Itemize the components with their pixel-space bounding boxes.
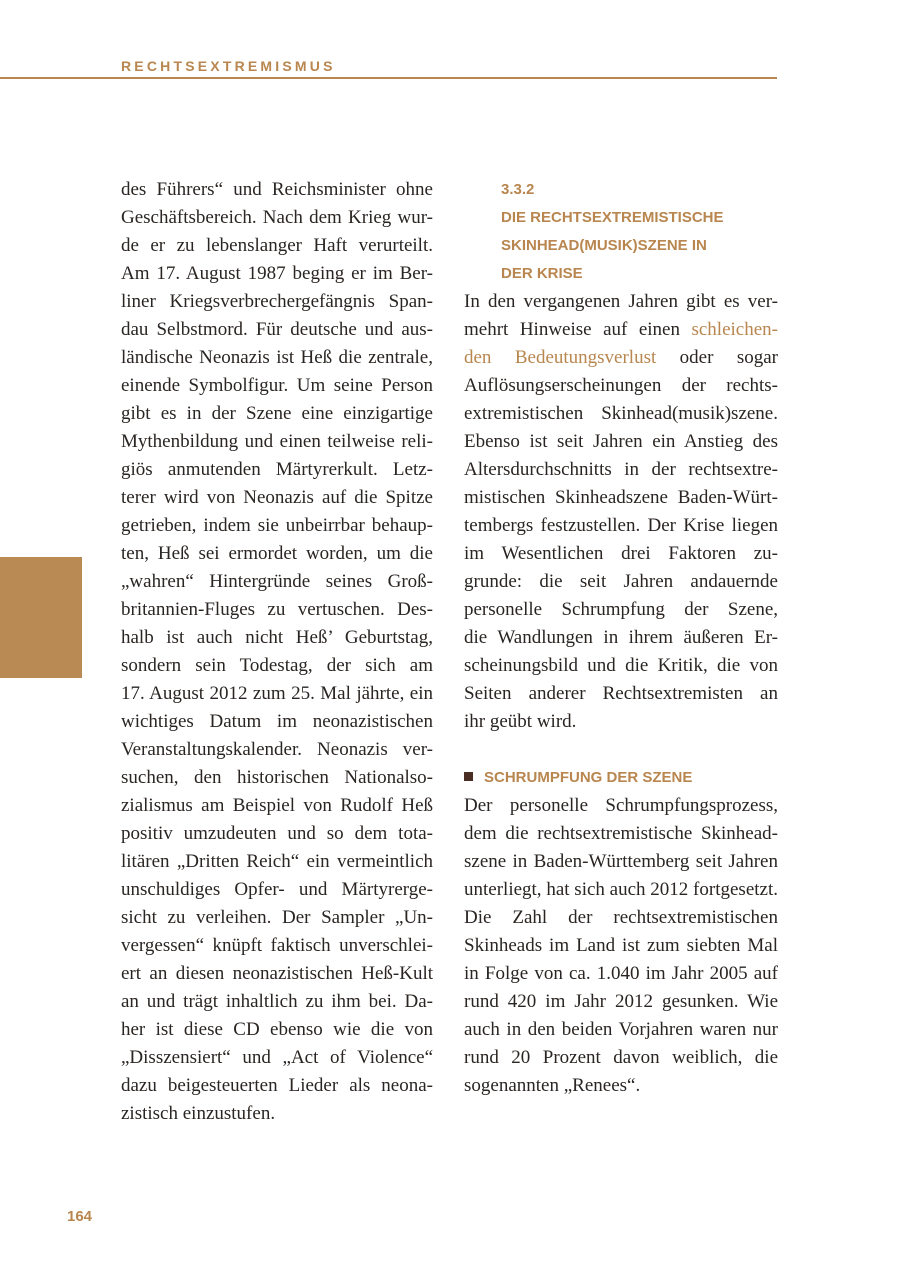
text-line: „Disszensiert“ und „Act of Violence“: [121, 1047, 433, 1068]
text-line: Am 17. August 1987 beging er im Ber-: [121, 263, 433, 284]
text-line: in Folge von ca. 1.040 im Jahr 2005 auf: [464, 963, 778, 984]
section-heading: [501, 176, 724, 288]
text-line: Mythenbildung und einen teilweise reli-: [121, 431, 433, 452]
chapter-marker-block: [0, 557, 82, 678]
text-line: Skinheads im Land ist zum siebten Mal: [464, 935, 778, 956]
section-title-line: DER KRISE: [501, 265, 583, 282]
text-line: vergessen“ knüpft faktisch unverschlei-: [121, 935, 433, 956]
text-line: 17. August 2012 zum 25. Mal jährte, ein: [121, 683, 433, 704]
text-line: positiv umzudeuten und so dem tota-: [121, 823, 433, 844]
text-line: an und trägt inhaltlich zu ihm bei. Da-: [121, 991, 433, 1012]
left-column: [121, 176, 433, 1128]
text-line: ländische Neonazis ist Heß die zentrale,: [121, 347, 433, 368]
section-number: 3.3.2: [501, 181, 535, 198]
subsection-paragraph: [464, 792, 778, 1100]
text-line: gibt es in der Szene eine einzigartige: [121, 403, 433, 424]
text-line: extremistischen Skinhead(musik)szene.: [464, 403, 778, 424]
text-line: rund 20 Prozent davon weiblich, die: [464, 1047, 778, 1068]
text-line: wichtiges Datum im neonazistischen: [121, 711, 433, 732]
text-span: oder sogar: [656, 347, 778, 368]
text-line: ihr geübt wird.: [464, 711, 577, 732]
highlighted-term: schleichen-: [691, 319, 778, 340]
text-line: rund 420 im Jahr 2012 gesunken. Wie: [464, 991, 778, 1012]
text-line: britannien-Fluges zu vertuschen. Des-: [121, 599, 433, 620]
text-line: grunde: die seit Jahren andauernde: [464, 571, 778, 592]
text-line: suchen, den historischen Nationalso-: [121, 767, 433, 788]
page-number: 164: [67, 1208, 93, 1225]
text-line: Auflösungserscheinungen der rechts-: [464, 375, 778, 396]
subsection-title: SCHRUMPFUNG DER SZENE: [484, 769, 693, 786]
text-line: Veranstaltungskalender. Neonazis ver-: [121, 739, 433, 760]
text-line: im Wesentlichen drei Faktoren zu-: [464, 543, 778, 564]
text-line: litären „Dritten Reich“ ein vermeintlich: [121, 851, 433, 872]
text-line: In den vergangenen Jahren gibt es ver-: [464, 291, 778, 312]
text-line: auch in den beiden Vorjahren waren nur: [464, 1019, 778, 1040]
text-line: dazu beigesteuerten Lieder als neona-: [121, 1075, 433, 1096]
text-line: terer wird von Neonazis auf die Spitze: [121, 487, 433, 508]
subsection-heading: [464, 764, 692, 792]
text-line: unterliegt, hat sich auch 2012 fortgesetzt.: [464, 879, 778, 900]
text-line: die Wandlungen in ihrem äußeren Er-: [464, 627, 778, 648]
text-line: sogenannten „Renees“.: [464, 1075, 641, 1096]
text-line: dem die rechtsextremistische Skinhead-: [464, 823, 778, 844]
text-line: ten, Heß sei ermordet worden, um die: [121, 543, 433, 564]
text-line: getrieben, indem sie unbeirrbar behaup-: [121, 515, 433, 536]
text-line: einende Symbolfigur. Um seine Person: [121, 375, 433, 396]
text-line: Geschäftsbereich. Nach dem Krieg wur-: [121, 207, 433, 228]
text-line: liner Kriegsverbrechergefängnis Span-: [121, 291, 433, 312]
text-line: [464, 344, 778, 372]
text-line: halb ist auch nicht Heß’ Geburtstag,: [121, 627, 433, 648]
text-line: „wahren“ Hintergründe seines Groß-: [121, 571, 433, 592]
text-line: mistischen Skinheadszene Baden-Würt-: [464, 487, 778, 508]
text-line: ert an diesen neonazistischen Heß-Kult: [121, 963, 433, 984]
text-line: zistisch einzustufen.: [121, 1103, 276, 1124]
text-line: Altersdurchschnitts in der rechtsextre-: [464, 459, 778, 480]
text-span: mehrt Hinweise auf einen: [464, 319, 692, 340]
text-line: her ist diese CD ebenso wie die von: [121, 1019, 433, 1040]
text-line: Seiten anderer Rechtsextremisten an: [464, 683, 778, 704]
text-line: [464, 316, 778, 344]
left-column-paragraph: [121, 176, 433, 1128]
text-line: dau Selbstmord. Für deutsche und aus-: [121, 319, 433, 340]
section-title-line: DIE RECHTSEXTREMISTISCHE: [501, 209, 724, 226]
text-line: sondern sein Todestag, der sich am: [121, 655, 433, 676]
running-head: RECHTSEXTREMISMUS: [121, 58, 336, 74]
text-line: Ebenso ist seit Jahren ein Anstieg des: [464, 431, 778, 452]
text-line: scheinungsbild und die Kritik, die von: [464, 655, 778, 676]
text-line: personelle Schrumpfung der Szene,: [464, 599, 778, 620]
text-line: unschuldiges Opfer- und Märtyrerge-: [121, 879, 433, 900]
text-line: sicht zu verleihen. Der Sampler „Un-: [121, 907, 433, 928]
highlighted-term: den Bedeutungsverlust: [464, 347, 657, 368]
text-line: des Führers“ und Reichsminister ohne: [121, 179, 433, 200]
text-line: Die Zahl der rechtsextremistischen: [464, 907, 778, 928]
text-line: giös anmutenden Märtyrerkult. Letz-: [121, 459, 433, 480]
section-title-line: SKINHEAD(MUSIK)SZENE IN: [501, 237, 707, 254]
text-line: Der personelle Schrumpfungsprozess,: [464, 795, 778, 816]
text-line: szene in Baden-Württemberg seit Jahren: [464, 851, 778, 872]
text-line: tembergs festzustellen. Der Krise liegen: [464, 515, 778, 536]
header-rule: [0, 77, 777, 79]
text-line: de er zu lebenslanger Haft verurteilt.: [121, 235, 433, 256]
text-line: zialismus am Beispiel von Rudolf Heß: [121, 795, 433, 816]
square-bullet-icon: [464, 772, 473, 781]
intro-paragraph: [464, 288, 778, 736]
